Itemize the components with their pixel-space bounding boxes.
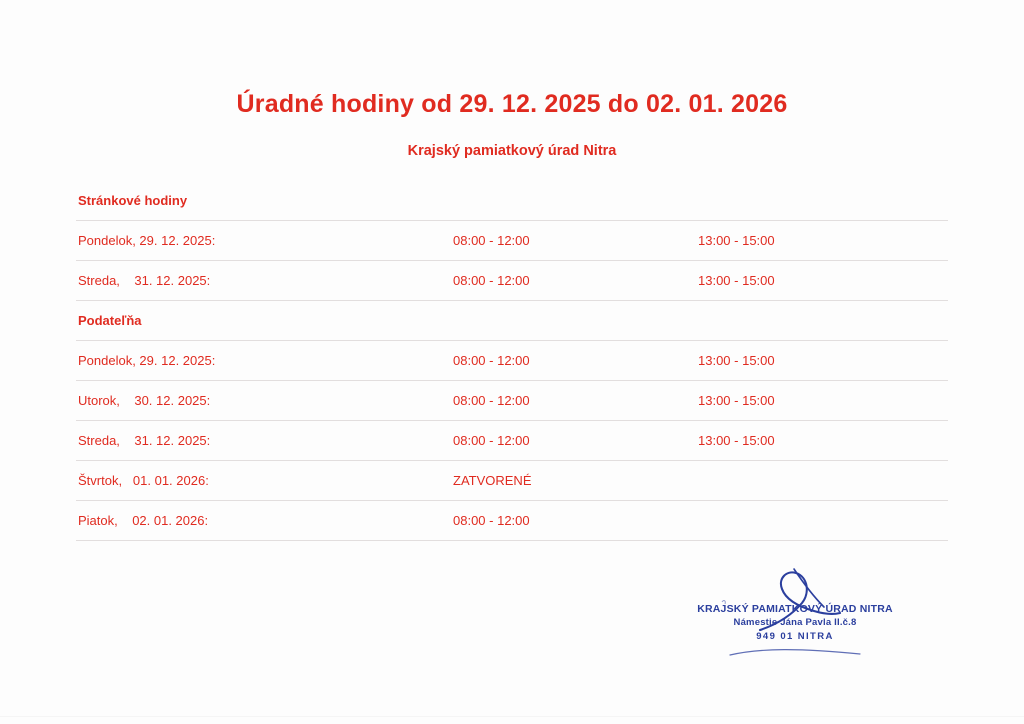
row-morning-hours: 08:00 - 12:00 bbox=[453, 513, 530, 528]
row-morning-hours: 08:00 - 12:00 bbox=[453, 353, 530, 368]
row-morning-hours: 08:00 - 12:00 bbox=[453, 433, 530, 448]
table-row bbox=[76, 341, 948, 381]
page-fold-line bbox=[0, 716, 1024, 717]
stamp-address: Námestie Jána Pavla II.č.8 bbox=[733, 617, 857, 628]
stamp-office-name: KRAJSKÝ PAMIATKOVÝ ÚRAD NITRA bbox=[697, 603, 893, 615]
row-afternoon-hours: 13:00 - 15:00 bbox=[698, 273, 775, 288]
row-morning-hours: ZATVORENÉ bbox=[453, 473, 532, 488]
row-day: Pondelok, 29. 12. 2025: bbox=[78, 233, 216, 248]
page-title: Úradné hodiny od 29. 12. 2025 do 02. 01. 2026 bbox=[236, 90, 788, 118]
section-header-stránkové-hodiny bbox=[76, 181, 948, 221]
row-afternoon-hours: 13:00 - 15:00 bbox=[698, 393, 775, 408]
page-subtitle: Krajský pamiatkový úrad Nitra bbox=[407, 143, 617, 159]
table-row bbox=[76, 381, 948, 421]
section-label: Podateľňa bbox=[78, 313, 142, 328]
row-day: Utorok, 30. 12. 2025: bbox=[78, 393, 211, 408]
table-row bbox=[76, 461, 948, 501]
row-day: Streda, 31. 12. 2025: bbox=[78, 433, 211, 448]
table-row bbox=[76, 501, 948, 541]
table-row bbox=[76, 221, 948, 261]
table-row bbox=[76, 421, 948, 461]
row-day: Štvrtok, 01. 01. 2026: bbox=[78, 473, 209, 488]
row-day: Streda, 31. 12. 2025: bbox=[78, 273, 211, 288]
row-morning-hours: 08:00 - 12:00 bbox=[453, 233, 530, 248]
row-day: Pondelok, 29. 12. 2025: bbox=[78, 353, 216, 368]
office-hours-table bbox=[76, 181, 948, 541]
official-stamp bbox=[690, 555, 900, 665]
row-afternoon-hours: 13:00 - 15:00 bbox=[698, 433, 775, 448]
row-day: Piatok, 02. 01. 2026: bbox=[78, 513, 209, 528]
row-afternoon-hours: 13:00 - 15:00 bbox=[698, 353, 775, 368]
row-afternoon-hours: 13:00 - 15:00 bbox=[698, 233, 775, 248]
table-row bbox=[76, 261, 948, 301]
row-morning-hours: 08:00 - 12:00 bbox=[453, 273, 530, 288]
section-header-podateľňa bbox=[76, 301, 948, 341]
section-label: Stránkové hodiny bbox=[78, 193, 188, 208]
stamp-city: 949 01 NITRA bbox=[756, 631, 834, 642]
row-morning-hours: 08:00 - 12:00 bbox=[453, 393, 530, 408]
